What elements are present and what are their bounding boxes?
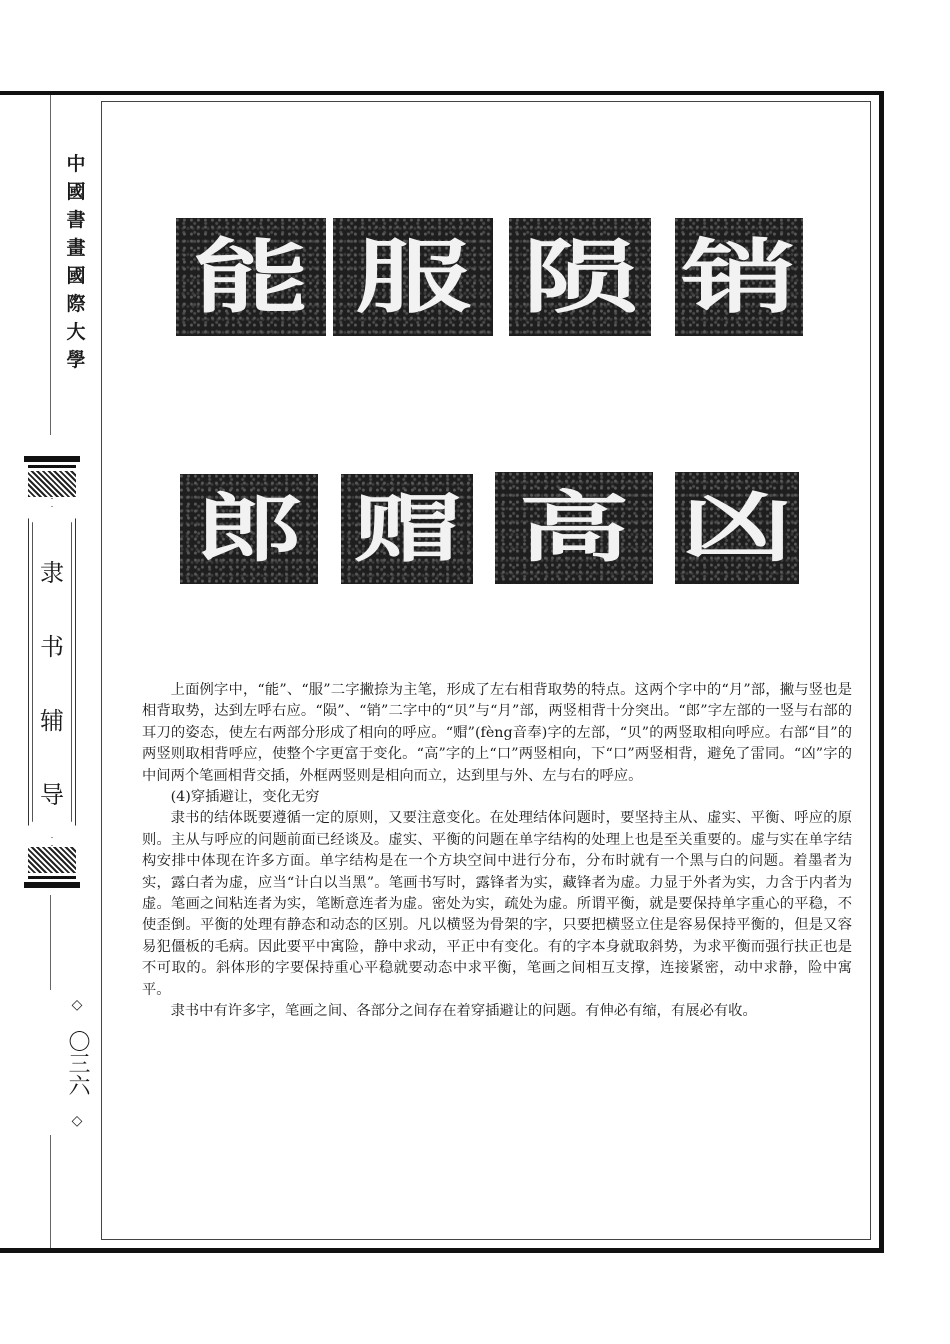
paragraph: 隶书中有许多字，笔画之间、各部分之间存在着穿插避让的问题。有伸必有缩，有展必有收。 xyxy=(170,1003,757,1020)
inner-border-bottom xyxy=(102,1239,871,1240)
section-heading: (4)穿插避让，变化无穷 xyxy=(170,789,320,806)
inner-border-top xyxy=(102,101,871,102)
body-text xyxy=(142,680,852,1023)
example-glyph: 高 xyxy=(495,472,653,584)
example-glyph: 凶 xyxy=(675,472,799,584)
plaque-bar xyxy=(28,465,76,468)
example-glyph: 郎 xyxy=(180,474,318,584)
plaque-bar xyxy=(24,456,80,462)
paragraph: 隶书的结体既要遵循一定的原则，又要注意变化。在处理结体问题时，要坚持主从、虚实、平衡、呼应的原则。主从与呼应的问题前面已经谈及。虚实、平衡的问题在单字结构的处理上也是至关重要的。虚与实在单字结构安排中体现在许多方面。单字结构是在一个方块空间中进行分布，分布时就有一个黑与白的问题。着墨者为实，露白者为虚，应当“计白以当黑”。笔画书写时，露锋者为实，藏锋者为虚。力显于外者为实，力含于内者为虚。笔画之间粘连者为实，笔断意连者为虚。密处为实，疏处为虚。所谓平衡，就是要保持单字重心的平稳，不使歪倒。平衡的处理有静态和动态的区别。凡以横竖为骨架的字，只要把横竖立住是容易保持平衡的，但是又容易犯僵板的毛病。因此要平中寓险，静中求动，平正中有变化。有的字本身就取斜势，为求平衡而强行扶正也是不可取的。斜体形的字要保持重心平稳就要动态中求平衡，笔画之间相互支撑，连接紧密，动中求静，险中寓平。 xyxy=(142,810,852,998)
series-title: 中國書畫國際大學 xyxy=(66,153,86,371)
example-glyph: 销 xyxy=(675,218,803,336)
margin-rule xyxy=(50,95,51,435)
margin-rule xyxy=(50,895,51,990)
plaque-hatch xyxy=(28,471,76,497)
page-number: 〇三六 xyxy=(65,1030,90,1096)
book-title: 隶书辅导 xyxy=(40,559,64,809)
page-frame-top xyxy=(0,91,884,95)
diamond-icon: ◇ xyxy=(71,1113,83,1129)
example-glyph: 服 xyxy=(333,218,493,336)
plaque-bar xyxy=(28,876,76,879)
page-number-block xyxy=(62,995,92,1131)
book-title-plaque xyxy=(24,456,80,888)
inner-border-left xyxy=(101,101,102,1240)
diamond-icon: ◇ xyxy=(71,997,83,1013)
inner-border-right xyxy=(870,101,871,1240)
plaque-hatch xyxy=(28,847,76,873)
example-glyph: 赗 xyxy=(341,474,473,584)
plaque-bar xyxy=(24,882,80,888)
example-glyph: 能 xyxy=(176,218,326,336)
example-glyph: 陨 xyxy=(509,218,651,336)
margin-rule xyxy=(50,1135,51,1248)
page-frame-right xyxy=(879,91,884,1253)
paragraph: 上面例字中，“能”、“服”二字撇捺为主笔，形成了左右相背取势的特点。这两个字中的“月”部，撇与竖也是相背取势，达到左呼右应。“陨”、“销”二字中的“贝”与“月”部，两竖相背十分突出。“郎”字左部的一竖与右部的耳刀的姿态，使左右两部分形成了相向的呼应。“赗”(fèng音奉)字的左部，“贝”的两竖取相向呼应。右部“目”的两竖则取相背呼应，使整个字更富于变化。“高”字的上“口”两竖相向，下“口”两竖相背，避免了雷同。“凶”字的中间两个笔画相背交插，外框两竖则是相向而立，达到里与外、左与右的呼应。 xyxy=(142,682,852,784)
page-frame-bottom xyxy=(0,1248,884,1253)
